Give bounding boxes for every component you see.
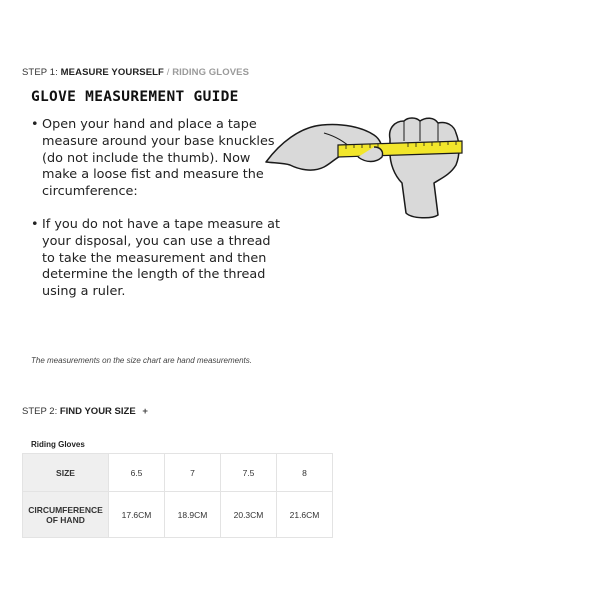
table-cell: 17.6CM <box>109 492 165 538</box>
table-cell: 18.9CM <box>165 492 221 538</box>
table-cell: 20.3CM <box>221 492 277 538</box>
list-item <box>31 117 281 201</box>
step1-title: MEASURE YOURSELF <box>60 67 164 78</box>
table-row <box>23 454 333 492</box>
step1-heading <box>22 67 249 78</box>
instruction-text: Open your hand and place a tape measure around your base knuckles (do not include the thumb). Now make a loose fist and measure the circumference: <box>42 117 275 200</box>
table-cell: 7 <box>165 454 221 492</box>
step1-category: RIDING GLOVES <box>172 67 249 78</box>
step2-label: STEP 2: <box>22 406 58 417</box>
row-header: SIZE <box>23 454 109 492</box>
table-cell: 8 <box>277 454 333 492</box>
table-cell: 21.6CM <box>277 492 333 538</box>
table-row <box>23 492 333 538</box>
guide-instructions <box>31 117 281 317</box>
measurement-note: The measurements on the size chart are hand measurements. <box>31 356 252 365</box>
size-chart-table <box>22 453 333 538</box>
hand-measurement-illustration <box>262 113 472 231</box>
right-hand-icon <box>390 118 459 218</box>
bullet-marker: • <box>31 117 39 132</box>
instruction-text: If you do not have a tape measure at your disposal, you can use a thread to take the measurement and then determine the length of the thread using a ruler. <box>42 216 281 300</box>
table-cell: 7.5 <box>221 454 277 492</box>
step1-label: STEP 1: <box>22 67 58 78</box>
row-header: CIRCUMFERENCE OF HAND <box>23 492 109 538</box>
step2-title: FIND YOUR SIZE <box>59 406 136 417</box>
breadcrumb-separator: / <box>166 67 170 78</box>
table-caption: Riding Gloves <box>31 440 85 449</box>
bullet-marker: • <box>31 216 39 232</box>
step2-heading[interactable] <box>22 406 148 417</box>
expand-plus-icon[interactable]: + <box>142 406 148 417</box>
list-item <box>31 217 281 301</box>
table-cell: 6.5 <box>109 454 165 492</box>
guide-title: GLOVE MEASUREMENT GUIDE <box>31 89 239 105</box>
